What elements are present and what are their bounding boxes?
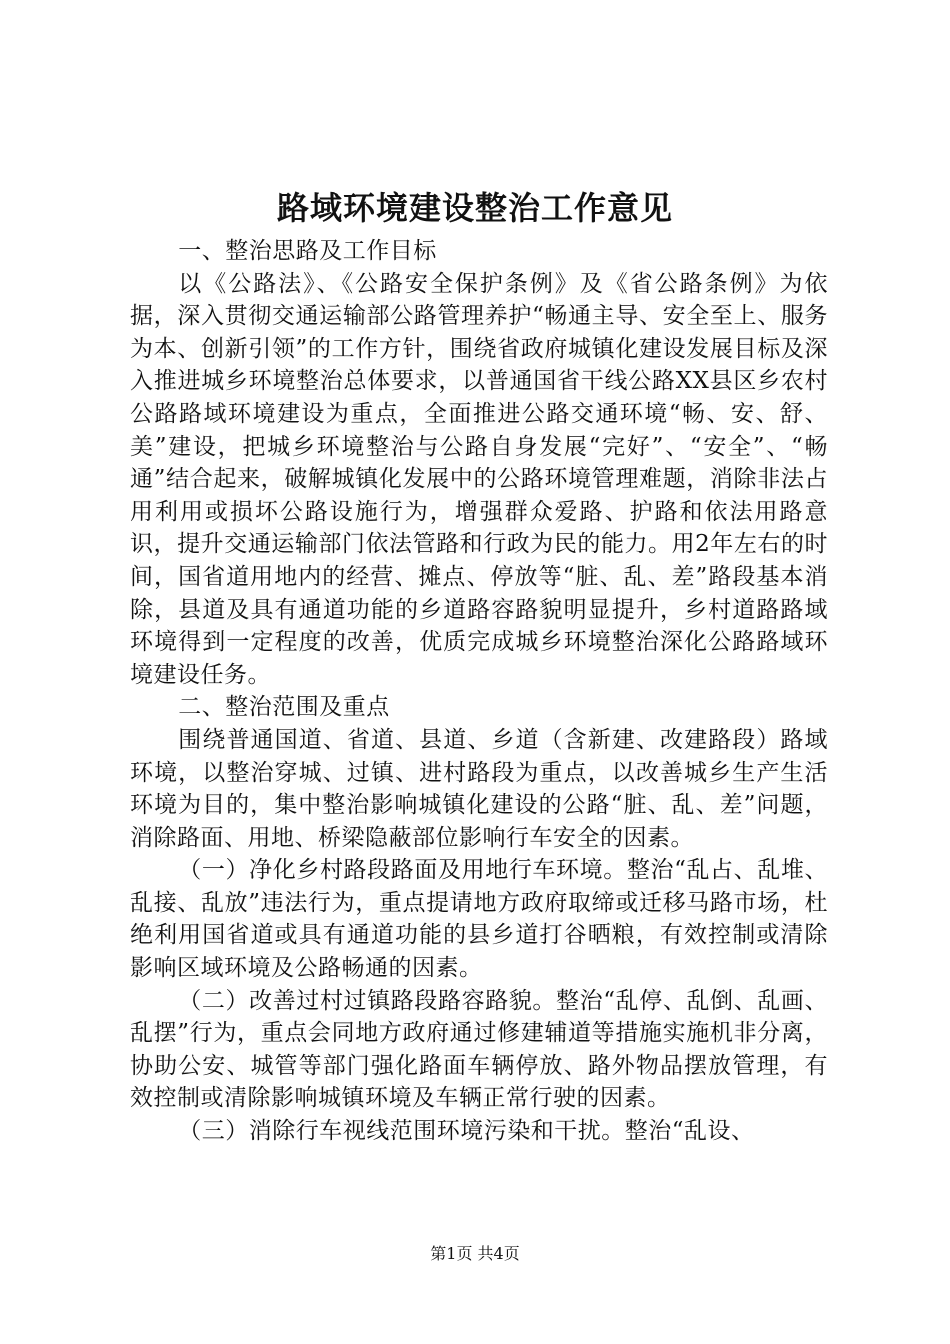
paragraph-item-3: （三）消除行车视线范围环境污染和干扰。整治“乱设、 — [178, 1118, 755, 1145]
section-heading-2: 二、整治范围及重点 — [178, 694, 390, 721]
paragraph-scope: 围绕普通国道、省道、县道、乡道（含新建、改建路段）路域环境，以整治穿城、过镇、进村路段为重点，以改善城乡生产生活环境为目的，集中整治影响城镇化建设的公路“脏、乱、差”问题，消除路面、用地、桥梁隐蔽部位影响行车安全的因素。 — [130, 726, 828, 851]
page-footer: 第1页 共4页 — [430, 1244, 520, 1263]
paragraph-item-2: （二）改善过村过镇路段路容路貌。整治“乱停、乱倒、乱画、乱摆”行为，重点会同地方政府通过修建辅道等措施实施机非分离，协助公安、城管等部门强化路面车辆停放、路外物品摆放管理，有效控制或清除影响城镇环境及车辆正常行驶的因素。 — [130, 987, 828, 1112]
paragraph-item-1: （一）净化乡村路段路面及用地行车环境。整治“乱占、乱堆、乱接、乱放”违法行为，重点提请地方政府取缔或迁移马路市场，杜绝利用国省道或具有通道功能的县乡道打谷晒粮，有效控制或清除影响区域环境及公路畅通的因素。 — [130, 857, 828, 982]
paragraph-goals: 以《公路法》、《公路安全保护条例》及《省公路条例》为依据，深入贯彻交通运输部公路管理养护“畅通主导、安全至上、服务为本、创新引领”的工作方针，围绕省政府城镇化建设发展目标及深入推进城乡环境整治总体要求，以普通国省干线公路XX县区乡农村公路路域环境建设为重点，全面推进公路交通环境“畅、安、舒、美”建设，把城乡环境整治与公路自身发展“完好”、“安全”、“畅通”结合起来，破解城镇化发展中的公路环境管理难题，消除非法占用利用或损坏公路设施行为，增强群众爱路、护路和依法用路意识，提升交通运输部门依法管路和行政为民的能力。用2年左右的时间，国省道用地内的经营、摊点、停放等“脏、乱、差”路段基本消除，县道及具有通道功能的乡道路容路貌明显提升，乡村道路路域环境得到一定程度的改善，优质完成城乡环境整治深化公路路域环境建设任务。 — [130, 270, 828, 688]
section-heading-1: 一、整治思路及工作目标 — [178, 238, 437, 264]
document-body — [130, 235, 828, 1148]
document-title: 路域环境建设整治工作意见 — [276, 189, 673, 227]
